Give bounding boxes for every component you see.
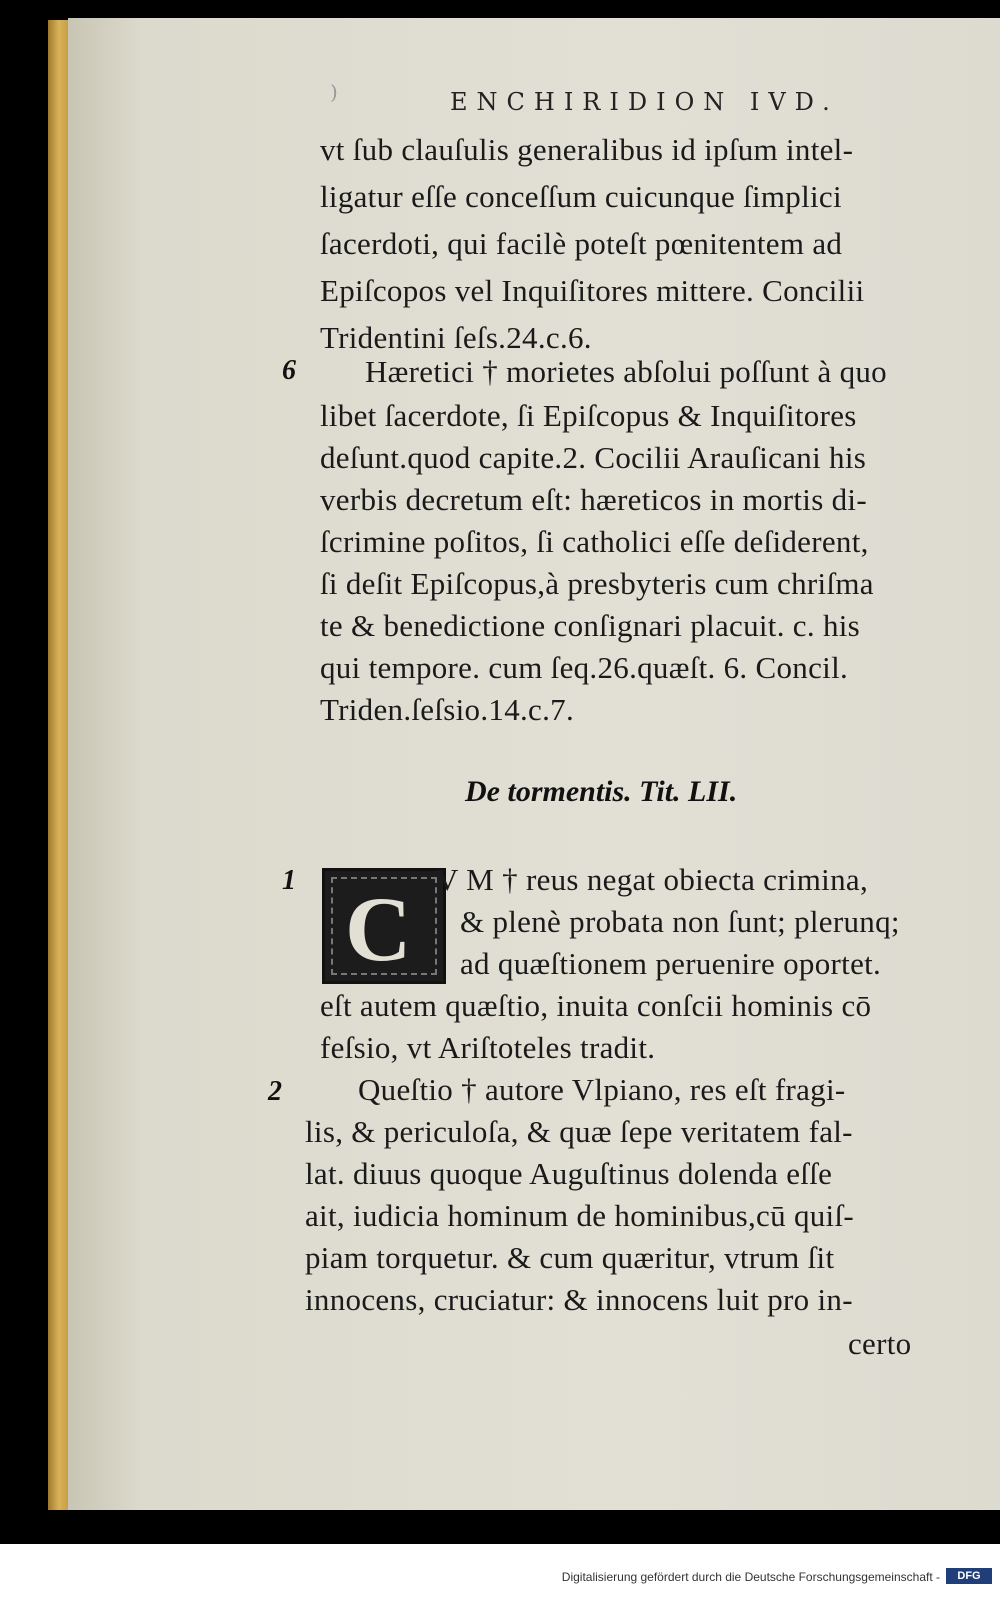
footer-text: Digitalisierung gefördert durch die Deutsche Forschungsgemeinschaft -: [561, 1570, 940, 1584]
margin-number: 1: [282, 865, 296, 896]
text-line: ſcrimine poſitos, ſi catholici eſſe deſiderent,: [320, 524, 869, 559]
text-line: lat. diuus quoque Auguſtinus dolenda eſſe: [305, 1156, 833, 1191]
initial-letter: C: [345, 878, 412, 980]
text-line: Queſtio † autore Vlpiano, res eſt fragi-: [358, 1072, 846, 1107]
text-line: deſunt.quod capite.2. Cocilii Arauſicani his: [320, 440, 867, 475]
dfg-logo-icon: DFG: [946, 1568, 992, 1584]
digitization-footer: [0, 1544, 1000, 1598]
text-line: qui tempore. cum ſeq.26.quæſt. 6. Concil.: [320, 650, 849, 685]
text-line: innocens, cruciatur: & innocens luit pro in-: [305, 1282, 853, 1317]
section-heading: De tormentis. Tit. LII.: [465, 775, 738, 808]
text-line: ſacerdoti, qui facilè poteſt pœnitentem ad: [320, 226, 843, 261]
text-line: V M † reus negat obiecta crimina,: [436, 862, 869, 897]
text-line: vt ſub clauſulis generalibus id ipſum intel-: [320, 132, 854, 167]
margin-number: 6: [282, 355, 296, 386]
text-line: & plenè probata non ſunt; plerunq;: [460, 904, 900, 939]
text-line: verbis decretum eſt: hæreticos in mortis di-: [320, 482, 867, 517]
text-line: Hæretici † morietes abſolui poſſunt à quo: [365, 354, 887, 389]
text-line: lis, & periculoſa, & quæ ſepe veritatem fal-: [305, 1114, 853, 1149]
running-title: ENCHIRIDION IVD.: [450, 88, 839, 116]
text-line: ad quæſtionem peruenire oportet.: [460, 946, 882, 981]
decorated-initial: [322, 868, 446, 984]
text-line: eſt autem quæſtio, inuita conſcii hominis cō: [320, 988, 872, 1023]
text-line: piam torquetur. & cum quæritur, vtrum ſit: [305, 1240, 835, 1275]
margin-number: 2: [268, 1076, 282, 1107]
catchword: certo: [848, 1326, 912, 1361]
text-line: ſi deſit Epiſcopus,à presbyteris cum chriſma: [320, 566, 874, 601]
text-line: libet ſacerdote, ſi Epiſcopus & Inquiſitores: [320, 398, 857, 433]
text-line: ait, iudicia hominum de hominibus,cū quiſ-: [305, 1198, 854, 1233]
text-line: Tridentini ſeſs.24.c.6.: [320, 320, 592, 355]
text-line: Epiſcopos vel Inquiſitores mittere. Concilii: [320, 273, 865, 308]
page-mark: ): [330, 80, 338, 104]
text-line: Triden.ſeſsio.14.c.7.: [320, 692, 575, 727]
page-edge: [48, 20, 70, 1510]
text-line: te & benedictione conſignari placuit. c. his: [320, 608, 861, 643]
text-line: ligatur eſſe conceſſum cuicunque ſimplici: [320, 179, 842, 214]
text-line: feſsio, vt Ariſtoteles tradit.: [320, 1030, 656, 1065]
